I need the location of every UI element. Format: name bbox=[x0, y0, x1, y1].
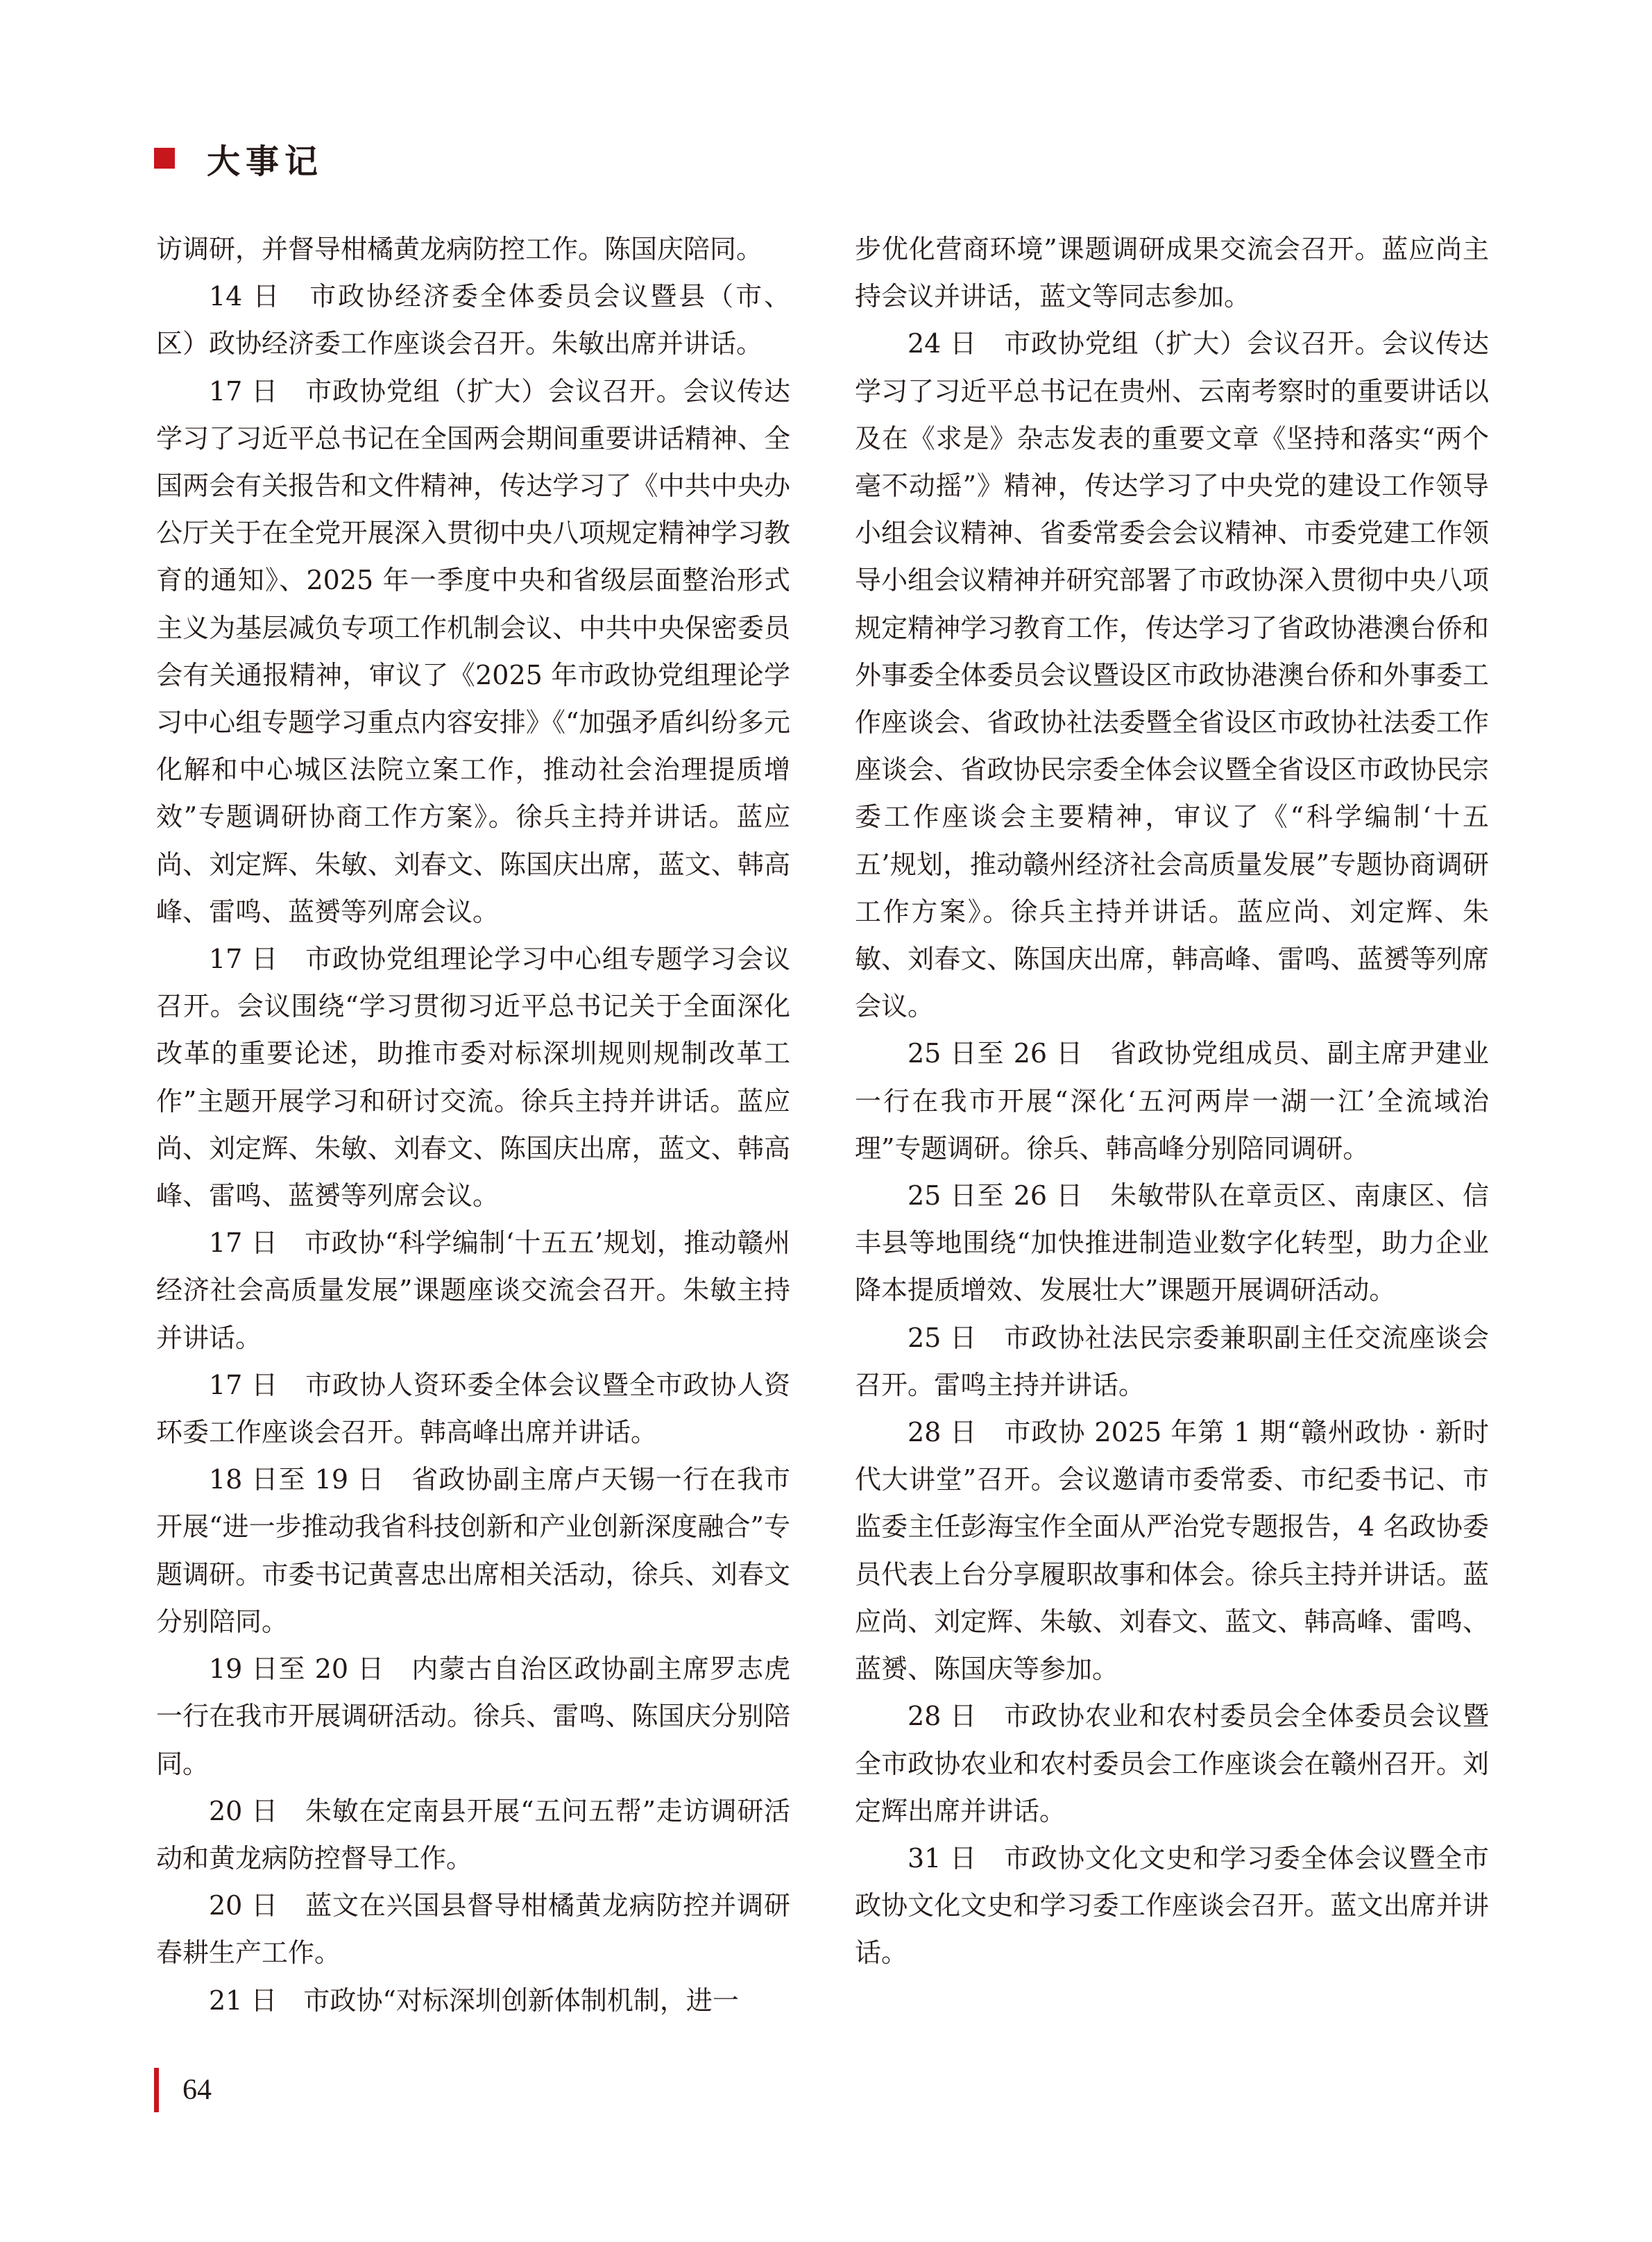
paragraph: 14 日 市政协经济委全体委员会议暨县（市、区）政协经济委工作座谈会召开。朱敏出席并讲话。 bbox=[156, 281, 790, 359]
paragraph: 17 日 市政协党组（扩大）会议召开。会议传达学习了习近平总书记在全国两会期间重要讲话精神、全国两会有关报告和文件精神，传达学习了《中共中央办公厅关于在全党开展深入贯彻中央八项规定精神学习教育的通知》、2025 年一季度中央和省级层面整治形式主义为基层减负专项工作机制会议、中共中央保密委员会有关通报精神，审议了《2025 年市政协党组理论学习中心组专题学习重点内容安排》《“加强矛盾纠纷多元化解和中心城区法院立案工作，推动社会治理提质增效”专题调研协商工作方案》。徐兵主持并讲话。蓝应尚、刘定辉、朱敏、刘春文、陈国庆出席，蓝文、韩高峰、雷鸣、蓝赟等列席会议。 bbox=[156, 375, 790, 927]
red-bar-icon bbox=[154, 2068, 159, 2112]
paragraph: 访调研，并督导柑橘黄龙病防控工作。陈国庆陪同。 bbox=[156, 234, 763, 264]
red-square-icon bbox=[154, 148, 175, 169]
paragraph: 28 日 市政协 2025 年第 1 期“赣州政协 · 新时代大讲堂”召开。会议邀请市委常委、市纪委书记、市监委主任彭海宝作全面从严治党专题报告，4 名政协委员代表上台分享履职故事和体会。徐兵主持并讲话。蓝应尚、刘定辉、朱敏、刘春文、蓝文、韩高峰、雷鸣、蓝赟、陈国庆等参加。 bbox=[855, 1417, 1489, 1685]
paragraph: 25 日至 26 日 省政协党组成员、副主席尹建业一行在我市开展“深化‘五河两岸一湖一江’全流域治理”专题调研。徐兵、韩高峰分别陪同调研。 bbox=[855, 1038, 1489, 1164]
page-footer bbox=[154, 2066, 212, 2114]
paragraph: 20 日 蓝文在兴国县督导柑橘黄龙病防控并调研春耕生产工作。 bbox=[156, 1890, 790, 1969]
paragraph: 28 日 市政协农业和农村委员会全体委员会议暨全市政协农业和农村委员会工作座谈会在赣州召开。刘定辉出席并讲话。 bbox=[855, 1701, 1489, 1826]
paragraph: 步优化营商环境”课题调研成果交流会召开。蓝应尚主持会议并讲话，蓝文等同志参加。 bbox=[855, 234, 1489, 312]
paragraph: 25 日 市政协社法民宗委兼职副主任交流座谈会召开。雷鸣主持并讲话。 bbox=[855, 1322, 1489, 1400]
paragraph: 19 日至 20 日 内蒙古自治区政协副主席罗志虎一行在我市开展调研活动。徐兵、雷鸣、陈国庆分别陪同。 bbox=[156, 1654, 790, 1779]
paragraph: 20 日 朱敏在定南县开展“五问五帮”走访调研活动和黄龙病防控督导工作。 bbox=[156, 1795, 790, 1874]
left-column bbox=[156, 226, 790, 2024]
paragraph: 18 日至 19 日 省政协副主席卢天锡一行在我市开展“进一步推动我省科技创新和产业创新深度融合”专题调研。市委书记黄喜忠出席相关活动，徐兵、刘春文分别陪同。 bbox=[156, 1464, 790, 1637]
paragraph: 17 日 市政协“科学编制‘十五五’规划，推动赣州经济社会高质量发展”课题座谈交流会召开。朱敏主持并讲话。 bbox=[156, 1228, 790, 1353]
paragraph: 24 日 市政协党组（扩大）会议召开。会议传达学习了习近平总书记在贵州、云南考察时的重要讲话以及在《求是》杂志发表的重要文章《坚持和落实“两个毫不动摇”》精神，传达学习了中央党的建设工作领导小组会议精神、省委常委会会议精神、市委党建工作领导小组会议精神并研究部署了市政协深入贯彻中央八项规定精神学习教育工作，传达学习了省政协港澳台侨和外事委全体委员会议暨设区市政协港澳台侨和外事委工作座谈会、省政协社法委暨全省设区市政协社法委工作座谈会、省政协民宗委全体会议暨全省设区市政协民宗委工作座谈会主要精神，审议了《“科学编制‘十五五’规划，推动赣州经济社会高质量发展”专题协商调研工作方案》。徐兵主持并讲话。蓝应尚、刘定辉、朱敏、刘春文、陈国庆出席，韩高峰、雷鸣、蓝赟等列席会议。 bbox=[855, 328, 1489, 1022]
section-title: 大事记 bbox=[207, 142, 324, 181]
paragraph: 31 日 市政协文化文史和学习委全体会议暨全市政协文化文史和学习委工作座谈会召开。蓝文出席并讲话。 bbox=[855, 1842, 1489, 1969]
right-column bbox=[855, 226, 1489, 1977]
section-header bbox=[154, 130, 323, 186]
paragraph: 17 日 市政协党组理论学习中心组专题学习会议召开。会议围绕“学习贯彻习近平总书记关于全面深化改革的重要论述，助推市委对标深圳规则规制改革工作”主题开展学习和研讨交流。徐兵主持并讲话。蓝应尚、刘定辉、朱敏、刘春文、陈国庆出席，蓝文、韩高峰、雷鸣、蓝赟等列席会议。 bbox=[156, 944, 790, 1212]
paragraph: 17 日 市政协人资环委全体会议暨全市政协人资环委工作座谈会召开。韩高峰出席并讲话。 bbox=[156, 1369, 790, 1448]
page-number: 64 bbox=[182, 2074, 212, 2106]
paragraph: 25 日至 26 日 朱敏带队在章贡区、南康区、信丰县等地围绕“加快推进制造业数字化转型，助力企业降本提质增效、发展壮大”课题开展调研活动。 bbox=[855, 1180, 1489, 1306]
paragraph: 21 日 市政协“对标深圳创新体制机制，进一 bbox=[209, 1985, 739, 2016]
